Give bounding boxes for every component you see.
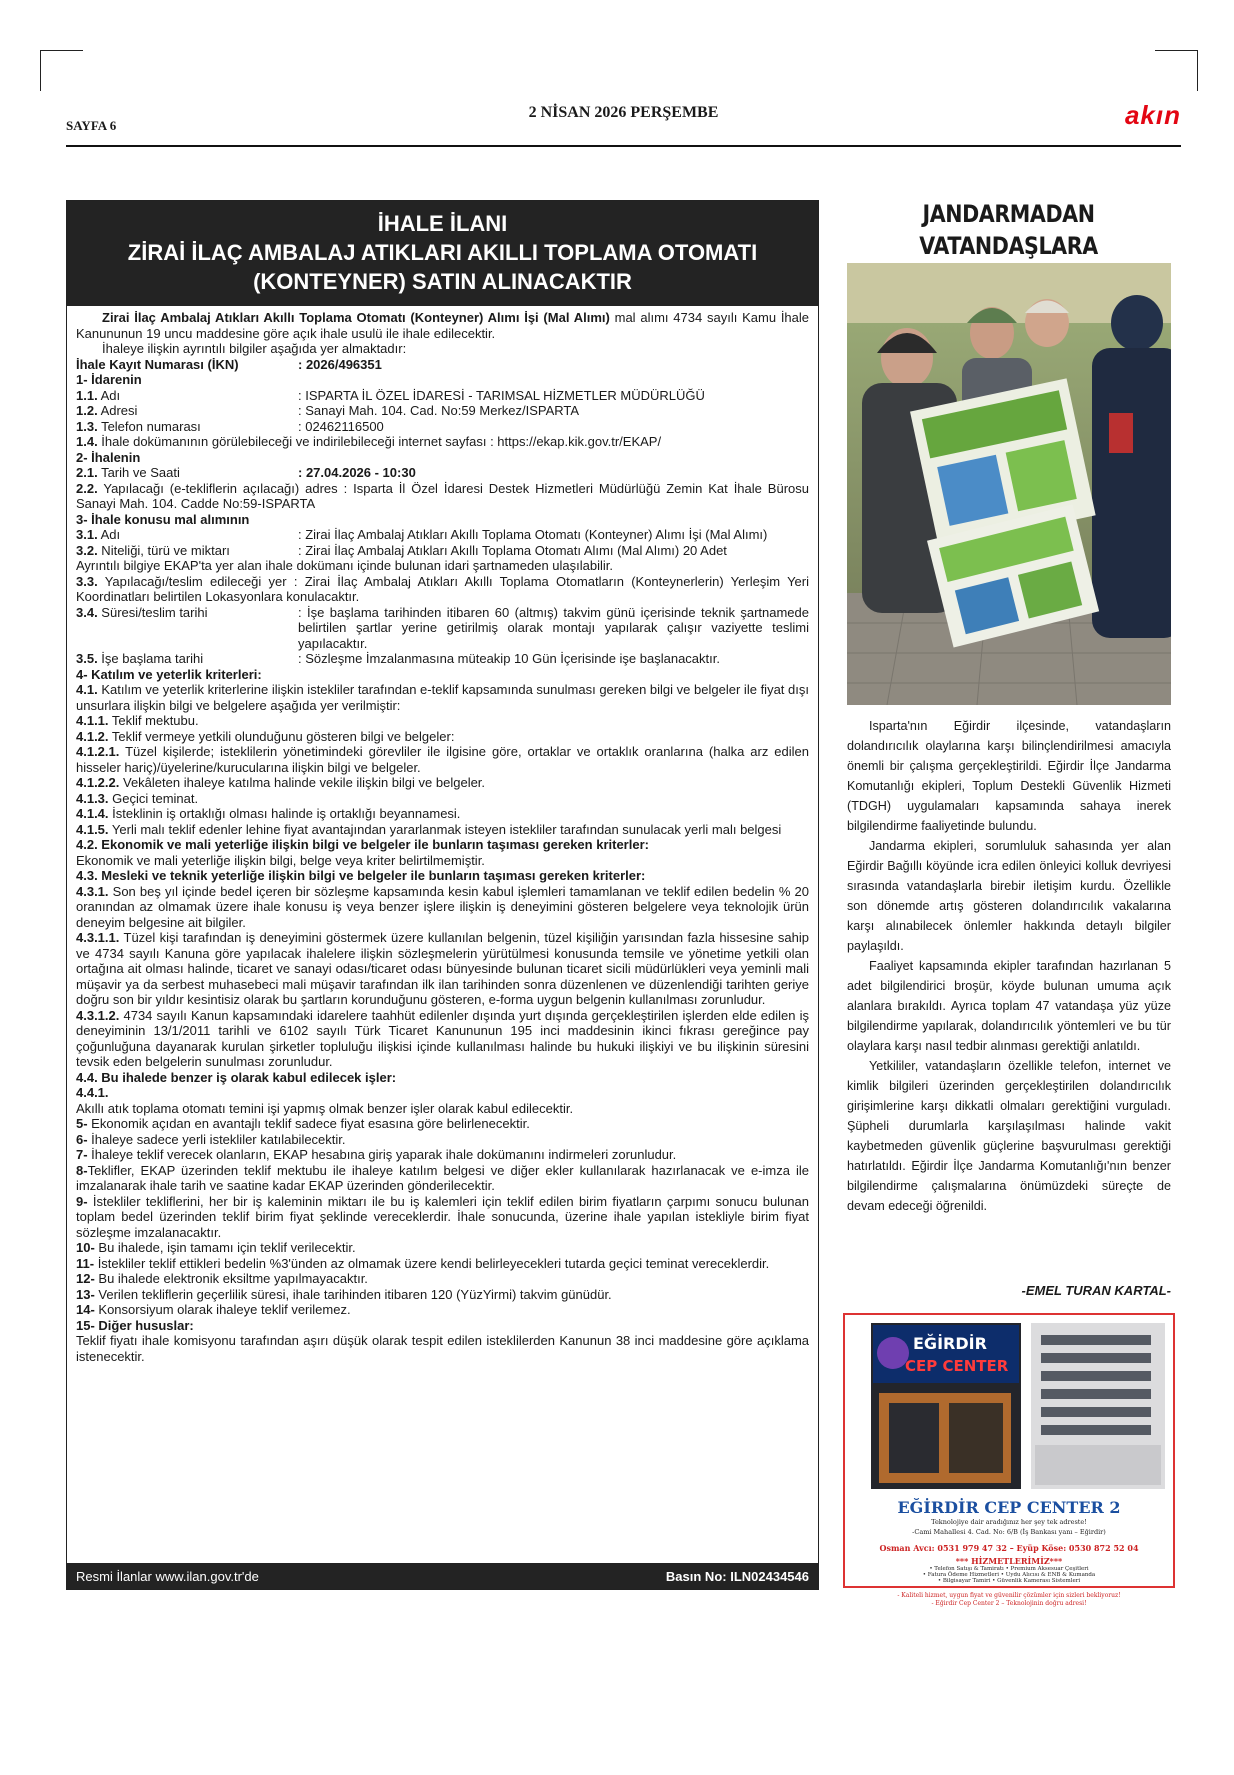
- tender-item: 4.3.1. Son beş yıl içinde bedel içeren bir sözleşme kapsamında kesin kabul işlemleri tamamlanan ve teklif edilen bedelin % 20 oranından az olmamak üzere ihale konusu iş veya benzer işlere ilişkin iş deneyimini gösteren belgelere veya teknolojik ürün deneyim belgesine ait bilgiler.: [76, 883, 809, 930]
- tender-item: 4.1.2.1. Tüzel kişilerde; isteklilerin yönetimindeki görevliler ile ilgisine göre, ortaklar ve ortaklık oranlarına (halka arz edilen hisseler hariç)/üyelerine/kurucularına ilişkin bilgi ve belgeler.: [76, 744, 809, 775]
- tender-item: 10- Bu ihalede, işin tamamı için teklif verilecektir.: [76, 1240, 356, 1255]
- shop-photo-illustration: [845, 1315, 1173, 1493]
- ad-services-title: *** HİZMETLERİMİZ***: [955, 1556, 1063, 1566]
- ad-services-3: • Bilgisayar Tamiri • Güvenlik Kamerası Sistemleri: [937, 1578, 1081, 1584]
- tender-item: 12- Bu ihalede elektronik eksiltme yapılmayacaktır.: [76, 1271, 368, 1286]
- ad-services-2: • Fatura Ödeme Hizmetleri • Uydu Alıcısı & ENB & Kumanda: [922, 1572, 1096, 1578]
- crop-mark-top-right: [1155, 50, 1198, 91]
- section-heading: 15- Diğer hususlar:: [76, 1317, 194, 1333]
- tender-item: Ekonomik ve mali yeterliğe ilişkin bilgi, belge veya kriter belirtilmemiştir.: [76, 852, 485, 868]
- tender-item: 4.1.4. İsteklinin iş ortaklığı olması halinde iş ortaklığı beyannamesi.: [76, 806, 461, 821]
- tender-item: 2.2. Yapılacağı (e-tekliflerin açılacağı) adres : Isparta İl Özel İdaresi Destek Hizmetleri Müdürlüğü Zemin Kat İhale Bürosu Sanayi Mah. 104. Cadde No:59-ISPARTA: [76, 480, 809, 511]
- tender-row: 1.1. Adı : ISPARTA İL ÖZEL İDARESİ - TARIMSAL HİZMETLER MÜDÜRLÜĞÜ: [76, 387, 705, 403]
- tender-item: Akıllı atık toplama otomatı temini işi yapmış olmak benzer işler olarak kabul edilecektir.: [76, 1100, 574, 1116]
- page-number: SAYFA 6: [66, 118, 117, 133]
- tender-item: 6- İhaleye sadece yerli istekliler katılabilecektir.: [76, 1131, 346, 1147]
- tender-item: 4.3.1.1. Tüzel kişi tarafından iş deneyimini göstermek üzere kullanılan belgenin, tüzel kişiliğin yarısından fazla hissesine sahip ve 4734 sayılı Kanuna göre yapılacak ihalelere ilişkin sözleşmelerin yürütülmesi konusunda temsile ve yönetime yetkili olan ortağına ait olması halinde, ticaret ve sanayi odası/ticaret odası bünyesinde bulunan ticaret sicili müdürlükleri veya yeminli mali müşavir ya da serbest muhasebeci mali müşavir tarafından ilk ilan tarihinden sonra düzenlenen ve düzenlendiği tarihten geriye doğru son bir yıldır kesintisiz olarak bu şartların korunduğunu gösteren, e-forma uygun belgenin kullanılması zorunludur.: [76, 930, 809, 1007]
- tender-item: 4.1.5. Yerli malı teklif edenler lehine fiyat avantajından yararlanmak isteyen istekliler tarafından sunulacak yerli malı belgesi: [76, 821, 782, 837]
- news-paragraph: Faaliyet kapsamında ekipler tarafından hazırlanan 5 adet bilgilendirici broşür, köyde bulunan umuma açık alanlara bırakıldı. Ayrıca toplam 47 vatandaşa yüz yüze bilgilendirme yapılarak, dolandırıcılık yöntemleri ve bu tür olaylara karşı nasıl tedbir alınması gerektiği anlatıldı.: [847, 959, 1171, 1053]
- tender-item: 1.4. İhale dokümanının görülebileceği ve indirilebileceği internet sayfası : https://ekap.kik.gov.tr/EKAP/: [76, 434, 662, 449]
- ad-address: -Cami Mahallesi 4. Cad. No: 6/B (İş Bankası yanı – Eğirdir): [912, 1528, 1106, 1536]
- ad-tagline: Teknolojiye dair aradığınız her şey tek adreste!: [931, 1518, 1087, 1526]
- tender-title-line: (KONTEYNER) SATIN ALINACAKTIR: [253, 269, 632, 294]
- section-heading: 3- İhale konusu mal alımının: [76, 511, 250, 527]
- section-heading: 4.2. Ekonomik ve mali yeterliğe ilişkin bilgi ve belgeler ile bunların taşıması gereken kriterler:: [76, 837, 649, 852]
- tender-item: 4.1. Katılım ve yeterlik kriterlerine ilişkin istekliler tarafından e-teklif kapsamında sunulması gereken bilgi ve belgeler ile fiyat dışı unsurlara ilişkin bilgi ve belgelere aşağıda yer verilmiştir:: [76, 682, 809, 713]
- tender-item: 4.1.1. Teklif mektubu.: [76, 713, 199, 728]
- tender-intro: Zirai İlaç Ambalaj Atıkları Akıllı Toplama Otomatı (Konteyner) Alımı İşi (Mal Alımı) mal alımı 4734 sayılı Kamu İhale Kanununun 19 uncu maddesine göre açık ihale usulü ile ihale edilecektir.: [76, 310, 810, 341]
- section-heading: 4.3. Mesleki ve teknik yeterliğe ilişkin bilgi ve belgeler ile bunların taşıması gereken kriterler:: [76, 868, 646, 883]
- tender-item: 4.1.2.2. Vekâleten ihaleye katılma halinde vekile ilişkin bilgi ve belgeler.: [76, 775, 486, 790]
- tender-row: 3.1. Adı : Zirai İlaç Ambalaj Atıkları Akıllı Toplama Otomatı (Konteyner) Alımı İşi (Mal Alımı): [76, 527, 768, 542]
- tender-footer: [67, 1563, 818, 1589]
- tender-item: 11- İstekliler teklif ettikleri bedelin %3'ünden az olmamak üzere kendi belirleyecekleri tutarda geçici teminat vereceklerdir.: [76, 1255, 770, 1271]
- header-rule: [66, 145, 1181, 147]
- ad-bottom-line: - Eğirdir Cep Center 2 – Teknolojinin doğru adresi!: [931, 1600, 1087, 1607]
- section-heading: 4- Katılım ve yeterlik kriterleri:: [76, 666, 262, 682]
- tender-item: 3.3. Yapılacağı/teslim edileceği yer : Zirai İlaç Ambalaj Atıkları Akıllı Toplama Otomatların (Konteynerlerin) Yerleşim Yeri Koordinatları belirtilen Lokasyonlara konulacaktır.: [76, 573, 809, 604]
- tender-item: 8-Teklifler, EKAP üzerinden teklif mektubu ile ihaleye katılım belgesi ve diğer ekler kullanılarak hazırlanacak ve e-imza ile imzalanarak ihale tarih ve saatine kadar EKAP üzerinden gönderilecektir.: [76, 1162, 809, 1193]
- tender-item: 9- İstekliler tekliflerini, her bir iş kaleminin miktarı ile bu iş kalemleri için teklif edilen birim fiyatların çarpımı sonucu bulunan toplam bedel üzerinden teklif birim fiyat şeklinde vereceklerdir. İhale sonucunda, üzerine ihale yapılan istekliyle birim fiyat sözleşme imzalanacaktır.: [76, 1193, 809, 1240]
- news-body: [847, 716, 1171, 1216]
- advertisement: [843, 1313, 1175, 1588]
- ad-bottom-text: [846, 1592, 1172, 1608]
- sign-text-line2: CEP CENTER: [905, 1357, 1009, 1375]
- ikn-row: İhale Kayıt Numarası (İKN) : 2026/496351: [76, 356, 382, 372]
- tender-row: 1.3. Telefon numarası : 02462116500: [76, 418, 384, 434]
- tender-title-line: İHALE İLANI: [377, 211, 508, 236]
- tender-item: 13- Verilen tekliflerin geçerlilik süresi, ihale tarihinden itibaren 120 (YüzYirmi) takvim günüdür.: [76, 1286, 612, 1302]
- section-heading: 1- İdarenin: [76, 372, 142, 387]
- news-paragraph: Jandarma ekipleri, sorumluluk sahasında yer alan Eğirdir Bağıllı köyünde icra edilen önleyici kolluk devriyesi sırasında vatandaşlarla birebir iletişim kurdu. Özellikle son dönemde artış gösteren dolandırıcılık vakalarına karşı alınabilecek önlemler hakkında detaylı bilgiler paylaşıldı.: [847, 839, 1171, 953]
- tender-row: 3.5. İşe başlama tarihi : Sözleşme İmzalanmasına müteakip 10 Gün İçerisinde işe başlanacaktır.: [76, 651, 720, 666]
- news-paragraph: Isparta'nın Eğirdir ilçesinde, vatandaşların dolandırıcılık olaylarına karşı bilinçlendirilmesi amacıyla önemli bir çalışma gerçekleştirildi. Eğirdir İlçe Jandarma Komutanlığı ekipleri, Toplum Destekli Güvenlik Hizmeti (TDGH) uygulamaları kapsamında sahaya inerek bilgilendirme faaliyetinde bulundu.: [847, 719, 1171, 833]
- tender-body: [67, 306, 818, 1364]
- tender-item: 4.3.1.2. 4734 sayılı Kanun kapsamındaki idarelere taahhüt edilenler dışında yurt dışında gerçekleştirilen işlerden elde edilen iş deneyiminin 13/1/2011 tarihli ve 6102 sayılı Türk Ticaret Kanununun 195 inci maddesinin ikinci fıkrası gereğince pay çoğunluğuna dayanarak kurulan şirketler topluluğu ilişkisi içinde kullanılması halinde bu hukuki ilişkiyi ve bu ilişkinin süresini tevsik eden belgelerin sunulması zorunludur.: [76, 1007, 809, 1069]
- tender-row: 3.2. Niteliği, türü ve miktarı : Zirai İlaç Ambalaj Atıkları Akıllı Toplama Otomatı Alımı (Mal Alımı) 20 Adet: [76, 542, 727, 558]
- news-paragraph: Yetkililer, vatandaşların özellikle telefon, internet ve kimlik bilgileri üzerinden gerçekleştirilen dolandırıcılık girişimlerine karşı dikkatli olmaları gerektiğini vurguladı. Şüpheli durumlarla karşılaşılması halinde vakit kaybetmeden güvenlik güçlerine başvurulması gerektiği hatırlatıldı. Eğirdir İlçe Jandarma Komutanlığı'nın benzer bilgilendirme çalışmalarına önümüzdeki süreçte de devam edeceği öğrenildi.: [847, 1059, 1171, 1213]
- tender-row: 1.2. Adresi : Sanayi Mah. 104. Cad. No:59 Merkez/ISPARTA: [76, 403, 580, 418]
- tender-item: Teklif fiyatı ihale komisyonu tarafından aşırı düşük olarak tespit edilen isteklilerden Kanunun 38 inci maddesine göre açıklama istenecektir.: [76, 1333, 809, 1364]
- tender-item: 14- Konsorsiyum olarak ihaleye teklif verilemez.: [76, 1302, 351, 1317]
- footer-link-text: Resmi İlanlar www.ilan.gov.tr'de: [76, 1568, 259, 1584]
- ad-title: EĞİRDİR CEP CENTER 2: [897, 1498, 1121, 1517]
- tender-item: 4.1.3. Geçici teminat.: [76, 790, 199, 806]
- gendarmerie-photo-illustration: [847, 263, 1171, 705]
- newspaper-logo: akın: [1124, 100, 1181, 130]
- section-heading: 4.4. Bu ihalede benzer iş olarak kabul edilecek işler:: [76, 1069, 397, 1085]
- crop-mark-top-left: [40, 50, 83, 91]
- news-author: -EMEL TURAN KARTAL-: [1021, 1283, 1171, 1298]
- tender-item: Ayrıntılı bilgiye EKAP'ta yer alan ihale dokümanı içinde bulunan idari şartnameden ulaşılabilir.: [76, 558, 613, 573]
- tender-intro-2: İhaleye ilişkin ayrıntılı bilgiler aşağıda yer almaktadır:: [102, 341, 407, 356]
- press-number: Basın No: ILN02434546: [665, 1568, 809, 1584]
- tender-title-line: ZİRAİ İLAÇ AMBALAJ ATIKLARI AKILLI TOPLAMA OTOMATI: [127, 240, 758, 265]
- issue-date: 2 NİSAN 2026 PERŞEMBE: [528, 104, 719, 121]
- tender-item: 5- Ekonomik açıdan en avantajlı teklif sadece fiyat esasına göre belirlenecektir.: [76, 1116, 530, 1131]
- tender-row: 3.4. Süresi/teslim tarihi : İşe başlama tarihinden itibaren 60 (altmış) takvim günü içerisinde teknik şartnamede belirtilen şartlar yerine getirilmiş olarak montajı yapılarak çalışır vaziyette teslimi yapılacaktır.: [76, 604, 809, 651]
- tender-row: 2.1. Tarih ve Saati : 27.04.2026 - 10:30: [76, 465, 416, 480]
- news-photo: [847, 263, 1171, 705]
- tender-item: 7- İhaleye teklif verecek olanların, EKAP hesabına giriş yaparak ihale dokümanını indirmeleri zorunludur.: [76, 1147, 677, 1162]
- section-heading: 2- İhalenin: [76, 449, 141, 465]
- page-header: [66, 100, 1181, 140]
- headline-line: JANDARMADAN VATANDAŞLARA: [919, 200, 1098, 260]
- tender-item: 4.1.2. Teklif vermeye yetkili olunduğunu gösteren bilgi ve belgeler:: [76, 728, 455, 744]
- tender-notice: [66, 200, 819, 1590]
- tender-title: [67, 201, 818, 306]
- tender-item: 4.4.1.: [76, 1085, 109, 1100]
- sign-text-line1: EĞİRDİR: [913, 1334, 987, 1353]
- ad-bottom-line: - Kaliteli hizmet, uygun fiyat ve güvenilir çözümler için sizleri bekliyoruz!: [897, 1592, 1121, 1599]
- ad-services-1: • Telefon Satışı & Tamiratı • Premium Aksesuar Çeşitleri: [929, 1566, 1089, 1572]
- ad-phones: Osman Avcı: 0531 979 47 32 – Eyüp Köse: 0530 872 52 04: [879, 1543, 1139, 1553]
